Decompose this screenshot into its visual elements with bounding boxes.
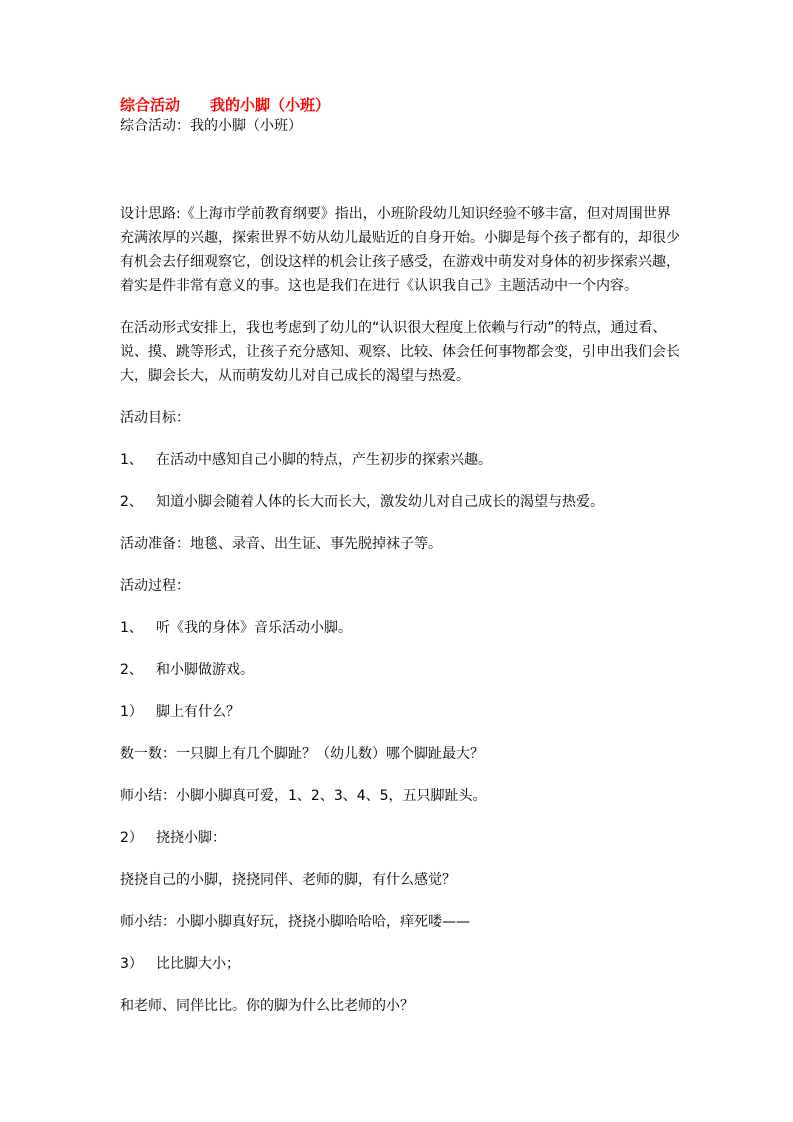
summary-paragraph: 师小结：小脚小脚真可爱，1、2、3、4、5，五只脚趾头。 [120, 788, 487, 804]
step-number: 1、 [120, 620, 143, 636]
document-page [120, 95, 680, 1036]
goal-number: 2、 [120, 494, 143, 510]
preparation-paragraph: 活动准备：地毯、录音、出生证、事先脱掉袜子等。 [120, 536, 442, 552]
count-paragraph: 数一数：一只脚上有几个脚趾？（幼儿数）哪个脚趾最大？ [120, 746, 484, 762]
design-paragraph: 设计思路:《上海市学前教育纲要》指出，小班阶段幼儿知识经验不够丰富，但对周围世界充满浓厚的兴趣，探索世界不妨从幼儿最贴近的自身开始。小脚是每个孩子都有的，却很少有机会去仔细观察它，创设这样的机会让孩子感受，在游戏中萌发对身体的初步探索兴趣，着实是件非常有意义的事。这也是我们在进行《认识我自己》主题活动中一个内容。 [120, 206, 680, 294]
goal-number: 1、 [120, 452, 143, 468]
goals-heading: 活动目标： [120, 410, 190, 426]
goal-item [120, 490, 680, 514]
sub-step-text: 比比脚大小； [156, 956, 240, 972]
document-body [120, 202, 680, 1018]
tickle-paragraph: 挠挠自己的小脚，挠挠同伴、老师的脚，有什么感觉？ [120, 872, 456, 888]
page-title: 综合活动 我的小脚（小班） [120, 96, 331, 114]
process-step [120, 658, 680, 682]
step-number: 2、 [120, 662, 143, 678]
sub-step-number: 3） [120, 956, 143, 972]
sub-step-text: 脚上有什么？ [156, 704, 240, 720]
goal-item [120, 448, 680, 472]
sub-step-number: 1） [120, 704, 143, 720]
goal-text: 知道小脚会随着人体的长大而长大，激发幼儿对自己成长的渴望与热爱。 [156, 494, 604, 510]
process-step [120, 616, 680, 640]
page-subtitle: 综合活动：我的小脚（小班） [120, 118, 302, 134]
sub-step-number: 2） [120, 830, 143, 846]
summary-paragraph: 师小结：小脚小脚真好玩，挠挠小脚哈哈哈，痒死喽—— [120, 914, 470, 930]
sub-step [120, 700, 680, 724]
sub-step [120, 952, 680, 976]
form-paragraph: 在活动形式安排上，我也考虑到了幼儿的“认识很大程度上依赖与行动”的特点，通过看、说、摸、跳等形式，让孩子充分感知、观察、比较、体会任何事物都会变，引申出我们会长大，脚会长大，从而萌发幼儿对自己成长的渴望与热爱。 [120, 320, 680, 384]
sub-step [120, 826, 680, 850]
step-text: 听《我的身体》音乐活动小脚。 [156, 620, 352, 636]
step-text: 和小脚做游戏。 [156, 662, 254, 678]
process-heading: 活动过程： [120, 578, 190, 594]
goal-text: 在活动中感知自己小脚的特点，产生初步的探索兴趣。 [156, 452, 492, 468]
sub-step-text: 挠挠小脚： [156, 830, 226, 846]
compare-paragraph: 和老师、同伴比比。你的脚为什么比老师的小？ [120, 998, 414, 1014]
